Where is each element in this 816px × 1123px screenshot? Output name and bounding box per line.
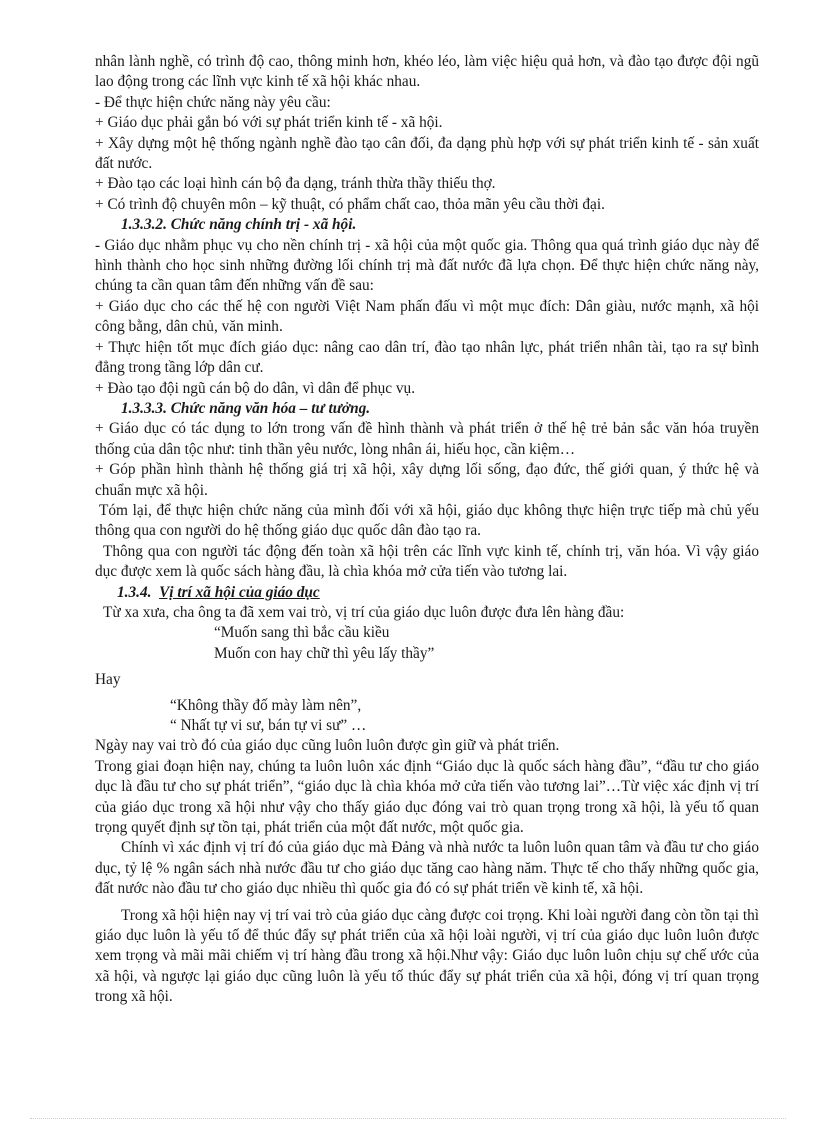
paragraph: - Để thực hiện chức năng này yêu cầu: xyxy=(95,93,331,111)
proverb-line: Muốn con hay chữ thì yêu lấy thầy” xyxy=(214,644,435,662)
paragraph: + Có trình độ chuyên môn – kỹ thuật, có phẩm chất cao, thỏa mãn yêu cầu thời đại. xyxy=(95,195,605,213)
paragraph: Thông qua con người tác động đến toàn xã hội trên các lĩnh vực kinh tế, chính trị, văn hóa. Vì vậy giáo dục được xem là quốc sách hàng đầu, là chìa khóa mở cửa tiến vào tương lai. xyxy=(95,542,759,581)
proverb-line: “Không thầy đố mày làm nên”, xyxy=(170,696,362,714)
section-title: Vị trí xã hội của giáo dục xyxy=(159,583,320,601)
connector-text: Hay xyxy=(95,671,121,689)
paragraph: + Đào tạo các loại hình cán bộ đa dạng, tránh thừa thầy thiếu thợ. xyxy=(95,175,496,193)
paragraph: + Giáo dục phải gắn bó với sự phát triển kinh tế - xã hội. xyxy=(95,114,443,132)
paragraph: Ngày nay vai trò đó của giáo dục cũng luôn luôn được gìn giữ và phát triển. xyxy=(95,737,560,755)
paragraph: + Giáo dục cho các thế hệ con người Việt Nam phấn đấu vì một mục đích: Dân giàu, nước mạnh, xã hội công bằng, dân chủ, văn minh. xyxy=(95,297,759,336)
paragraph: + Thực hiện tốt mục đích giáo dục: nâng cao dân trí, đào tạo nhân lực, phát triển nhân tài, tạo ra sự bình đẳng trong tầng lớp dân cư. xyxy=(95,338,759,377)
paragraph: Trong giai đoạn hiện nay, chúng ta luôn luôn xác định “Giáo dục là quốc sách hàng đầu”, “đầu tư cho giáo dục là đầu tư cho sự phát triển”, “giáo dục là chìa khóa mở cửa tiến vào tương lai”…Từ việc xác định vị trí của giáo dục trong xã hội như vậy cho thấy giáo dục đóng vai trò quan trọng trong xã hội, là yếu tố quan trọng quyết định sự tồn tại, phát triển của một đất nước, một quốc gia. xyxy=(95,757,759,837)
section-heading: 1.3.3.2. Chức năng chính trị - xã hội. xyxy=(121,216,357,234)
section-number: 1.3.4. xyxy=(117,583,152,601)
paragraph: + Góp phần hình thành hệ thống giá trị xã hội, xây dựng lối sống, đạo đức, thế giới quan, ý thức hệ và chuẩn mực xã hội. xyxy=(95,461,759,499)
section-heading: 1.3.3.3. Chức năng văn hóa – tư tưởng. xyxy=(121,399,371,417)
paragraph: + Xây dựng một hệ thống ngành nghề đào tạo cân đối, đa dạng phù hợp với sự phát triển kinh tế - sản xuất đất nước. xyxy=(95,134,759,173)
proverb-line: “ Nhất tự vi sư, bán tự vi sư” … xyxy=(170,717,367,734)
section-heading xyxy=(95,583,759,603)
page-bottom-border xyxy=(30,1118,786,1119)
paragraph: Từ xa xưa, cha ông ta đã xem vai trò, vị trí của giáo dục luôn được đưa lên hàng đầu: xyxy=(103,603,625,621)
paragraph: + Giáo dục có tác dụng to lớn trong vấn đề hình thành và phát triển ở thế hệ trẻ bản sắc văn hóa truyền thống của dân tộc như: tinh thần yêu nước, lòng nhân ái, hiếu học, cần kiệm… xyxy=(95,420,759,458)
paragraph: Tóm lại, để thực hiện chức năng của mình đối với xã hội, giáo dục không thực hiện trực tiếp mà chủ yếu thông qua con người do hệ thống giáo dục quốc dân đào tạo ra. xyxy=(95,501,759,540)
proverb-line: “Muốn sang thì bắc cầu kiều xyxy=(214,624,390,642)
paragraph: Trong xã hội hiện nay vị trí vai trò của giáo dục càng được coi trọng. Khi loài người đang còn tồn tại thì giáo dục luôn là yếu tố để thúc đẩy sự phát triển của xã hội loài người, vị trí của giáo dục luôn luôn được xem trọng và mãi mãi chiếm vị trí hàng đầu trong xã hội.Như vậy: Giáo dục luôn luôn chịu sự chế ước của xã hội, và ngược lại giáo dục cũng luôn là yếu tố thúc đẩy sự phát triển của xã hội, đóng vị trí quan trọng trong xã hội. xyxy=(95,906,759,1006)
paragraph: + Đào tạo đội ngũ cán bộ do dân, vì dân để phục vụ. xyxy=(95,379,416,397)
paragraph: Chính vì xác định vị trí đó của giáo dục mà Đảng và nhà nước ta luôn luôn quan tâm và đầu tư cho giáo dục, tỷ lệ % ngân sách nhà nước đầu tư cho giáo dục tăng cao hàng năm. Thực tế cho thấy những quốc gia, đất nước nào đầu tư cho giáo dục nhiều thì quốc gia đó có sự phát triển về kinh tế, xã hội. xyxy=(95,839,759,898)
paragraph: nhân lành nghề, có trình độ cao, thông minh hơn, khéo léo, làm việc hiệu quả hơn, và đào tạo được đội ngũ lao động trong các lĩnh vực kinh tế xã hội khác nhau. xyxy=(95,53,759,91)
paragraph: - Giáo dục nhằm phục vụ cho nền chính trị - xã hội của một quốc gia. Thông qua quá trình giáo dục này để hình thành cho học sinh những đường lối chính trị mà đất nước đã lựa chọn. Để thực hiện chức năng này, chúng ta cần quan tâm đến những vấn đề sau: xyxy=(95,236,759,295)
document-page xyxy=(95,52,759,1008)
